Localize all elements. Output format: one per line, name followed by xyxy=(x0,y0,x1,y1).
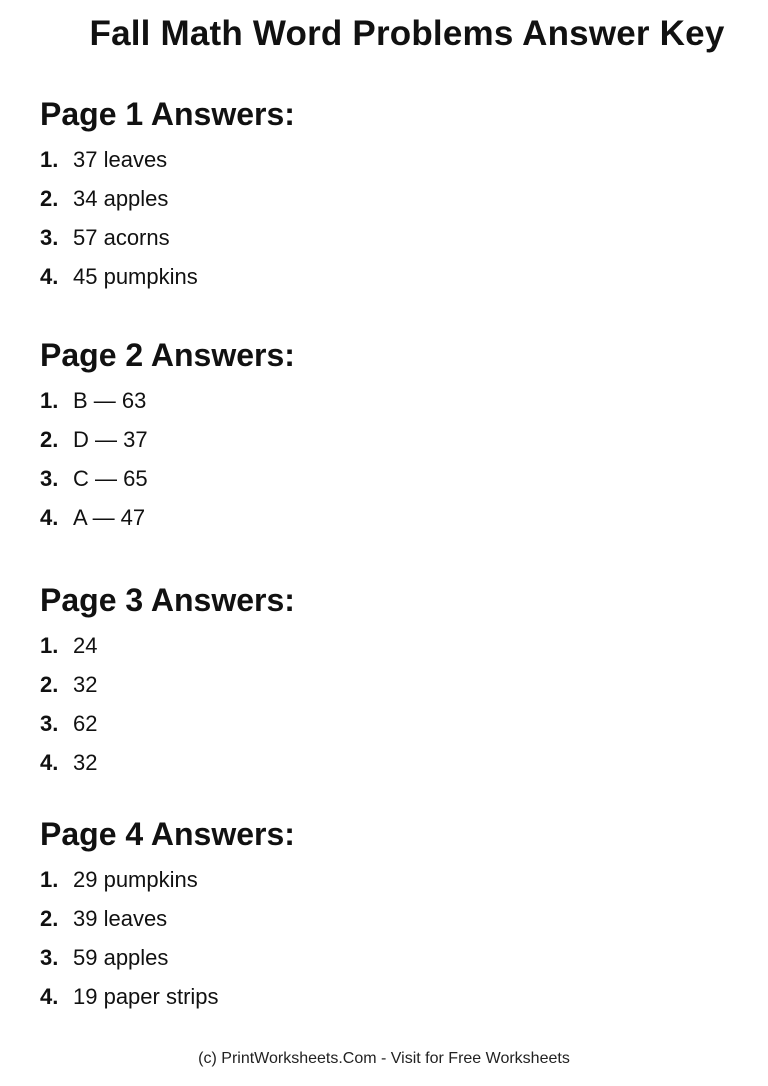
answer-item xyxy=(40,977,295,1016)
answer-item xyxy=(40,140,295,179)
answer-text: 34 apples xyxy=(73,186,169,211)
answer-number: 1. xyxy=(40,147,59,172)
answer-item xyxy=(40,626,295,665)
answer-list xyxy=(40,860,295,1016)
answer-number: 4. xyxy=(40,750,59,775)
section-page-1 xyxy=(40,94,295,296)
answer-text: 39 leaves xyxy=(73,906,168,931)
section-page-2 xyxy=(40,335,295,537)
answer-number: 1. xyxy=(40,388,59,413)
section-page-3 xyxy=(40,580,295,782)
answer-item xyxy=(40,498,295,537)
answer-number: 2. xyxy=(40,186,59,211)
answer-text: 59 apples xyxy=(73,945,169,970)
answer-number: 1. xyxy=(40,867,59,892)
answer-text: 29 pumpkins xyxy=(73,867,198,892)
section-heading: Page 2 Answers: xyxy=(40,337,295,373)
answer-text: 45 pumpkins xyxy=(73,264,198,289)
answer-list xyxy=(40,626,295,782)
answer-number: 2. xyxy=(40,672,59,697)
answer-number: 4. xyxy=(40,264,59,289)
answer-text: 32 xyxy=(73,672,98,697)
section-heading: Page 3 Answers: xyxy=(40,582,295,618)
section-heading: Page 4 Answers: xyxy=(40,816,295,852)
answer-item xyxy=(40,218,295,257)
answer-item xyxy=(40,743,295,782)
answer-text: 57 acorns xyxy=(73,225,170,250)
page-title: Fall Math Word Problems Answer Key xyxy=(89,14,725,53)
answer-number: 2. xyxy=(40,427,59,452)
answer-text: D — 37 xyxy=(73,427,148,452)
answer-item xyxy=(40,704,295,743)
answer-text: 32 xyxy=(73,750,98,775)
answer-item xyxy=(40,938,295,977)
answer-number: 3. xyxy=(40,711,59,736)
answer-list xyxy=(40,381,295,537)
answer-text: 24 xyxy=(73,633,98,658)
section-heading: Page 1 Answers: xyxy=(40,96,295,132)
answer-item xyxy=(40,381,295,420)
answer-list xyxy=(40,140,295,296)
answer-number: 3. xyxy=(40,225,59,250)
answer-text: 37 leaves xyxy=(73,147,168,172)
answer-item xyxy=(40,459,295,498)
answer-number: 2. xyxy=(40,906,59,931)
answer-item xyxy=(40,665,295,704)
answer-number: 1. xyxy=(40,633,59,658)
answer-number: 3. xyxy=(40,466,59,491)
answer-text: 62 xyxy=(73,711,98,736)
section-page-4 xyxy=(40,814,295,1016)
answer-item xyxy=(40,179,295,218)
answer-item xyxy=(40,899,295,938)
answer-text: C — 65 xyxy=(73,466,148,491)
answer-item xyxy=(40,420,295,459)
answer-text: 19 paper strips xyxy=(73,984,219,1009)
answer-text: B — 63 xyxy=(73,388,147,413)
answer-number: 4. xyxy=(40,984,59,1009)
answer-number: 4. xyxy=(40,505,59,530)
footer-credit: (c) PrintWorksheets.Com - Visit for Free Worksheets xyxy=(198,1050,570,1067)
answer-number: 3. xyxy=(40,945,59,970)
answer-item xyxy=(40,257,295,296)
answer-item xyxy=(40,860,295,899)
answer-text: A — 47 xyxy=(73,505,146,530)
